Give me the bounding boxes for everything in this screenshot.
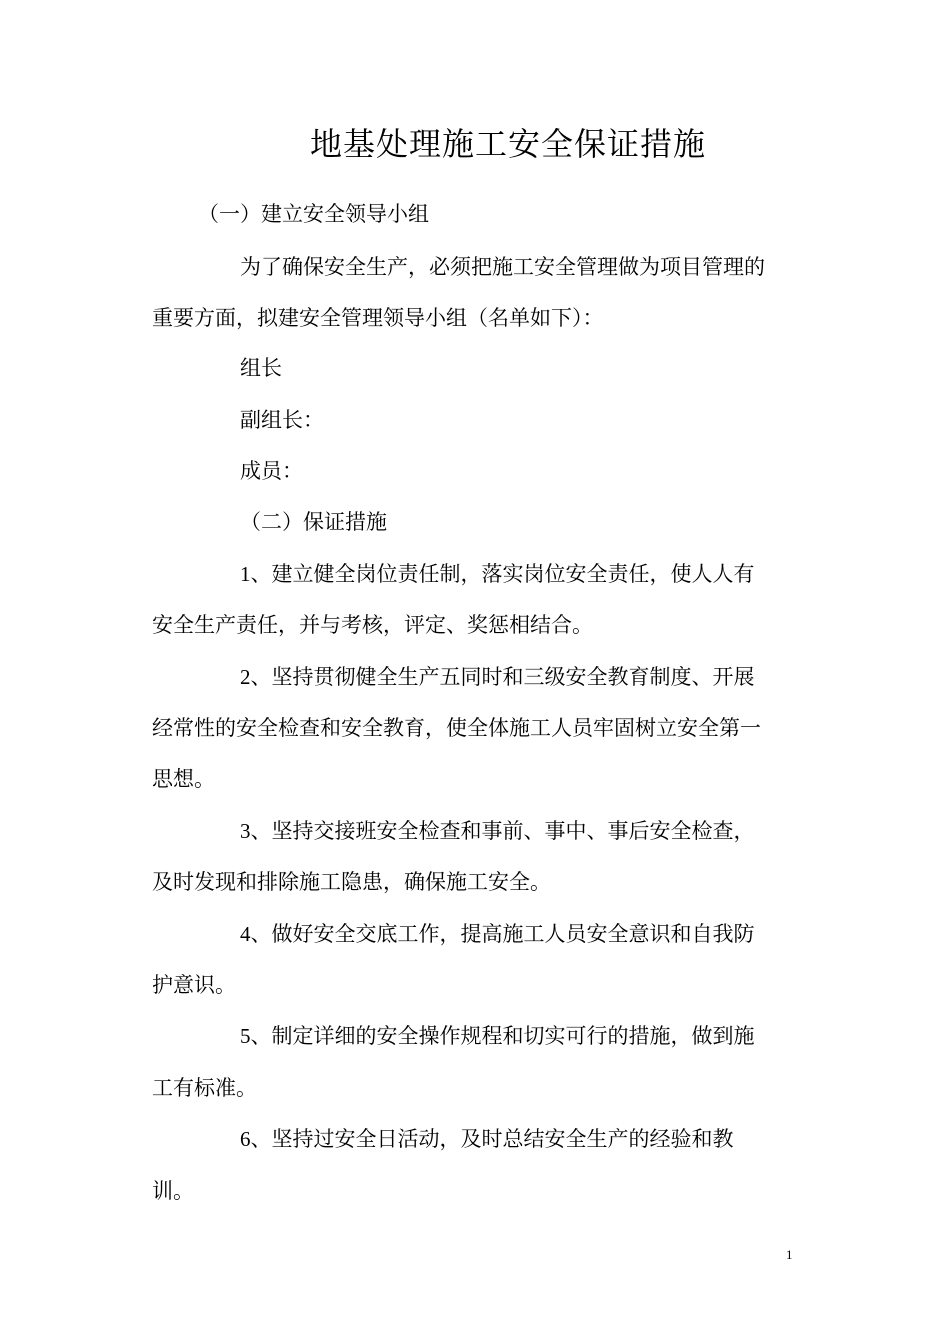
measure-item-3-number: 3 xyxy=(240,819,251,843)
measure-item-2-text: 、坚持贯彻健全生产五同时和三级安全教育制度、开展 xyxy=(250,665,755,689)
document-title: 地基处理施工安全保证措施 xyxy=(309,125,706,163)
measure-item-4-line-1 xyxy=(240,919,755,949)
section-1-heading: （一）建立安全领导小组 xyxy=(198,202,429,226)
page-number: 1 xyxy=(786,1247,793,1262)
section-2-heading: （二）保证措施 xyxy=(240,510,387,534)
leader-label: 组长 xyxy=(240,356,282,380)
deputy-leader-label: 副组长： xyxy=(240,408,324,432)
measure-item-2-line-1 xyxy=(240,662,755,692)
section-1-intro-line-2: 重要方面，拟建安全管理领导小组（名单如下）： xyxy=(152,306,604,330)
measure-item-3-line-2: 及时发现和排除施工隐患，确保施工安全。 xyxy=(152,870,551,894)
measure-item-5-line-1 xyxy=(240,1021,755,1051)
measure-item-3-text: 、坚持交接班安全检查和事前、事中、事后安全检查， xyxy=(250,819,755,843)
measure-item-1-line-2: 安全生产责任，并与考核，评定、奖惩相结合。 xyxy=(152,613,593,637)
measure-item-1-number: 1 xyxy=(240,562,251,586)
measure-item-4-number: 4 xyxy=(240,922,251,946)
measure-item-6-line-1 xyxy=(240,1124,734,1154)
measure-item-4-line-2: 护意识。 xyxy=(152,973,236,997)
measure-item-2-number: 2 xyxy=(240,665,251,689)
measure-item-2-line-3: 思想。 xyxy=(152,767,215,791)
measure-item-6-number: 6 xyxy=(240,1127,251,1151)
measure-item-1-line-1 xyxy=(240,559,755,589)
section-1-intro-line-1: 为了确保安全生产，必须把施工安全管理做为项目管理的 xyxy=(240,255,765,279)
measure-item-1-text: 、建立健全岗位责任制，落实岗位安全责任，使人人有 xyxy=(250,562,755,586)
measure-item-3-line-1 xyxy=(240,816,755,846)
members-label: 成员： xyxy=(240,459,303,483)
measure-item-6-text: 、坚持过安全日活动，及时总结安全生产的经验和教 xyxy=(250,1127,734,1151)
measure-item-5-line-2: 工有标准。 xyxy=(152,1076,257,1100)
measure-item-6-line-2: 训。 xyxy=(152,1179,194,1203)
measure-item-4-text: 、做好安全交底工作，提高施工人员安全意识和自我防 xyxy=(250,922,755,946)
measure-item-2-line-2: 经常性的安全检查和安全教育，使全体施工人员牢固树立安全第一 xyxy=(152,716,761,740)
measure-item-5-number: 5 xyxy=(240,1024,251,1048)
measure-item-5-text: 、制定详细的安全操作规程和切实可行的措施，做到施 xyxy=(250,1024,755,1048)
